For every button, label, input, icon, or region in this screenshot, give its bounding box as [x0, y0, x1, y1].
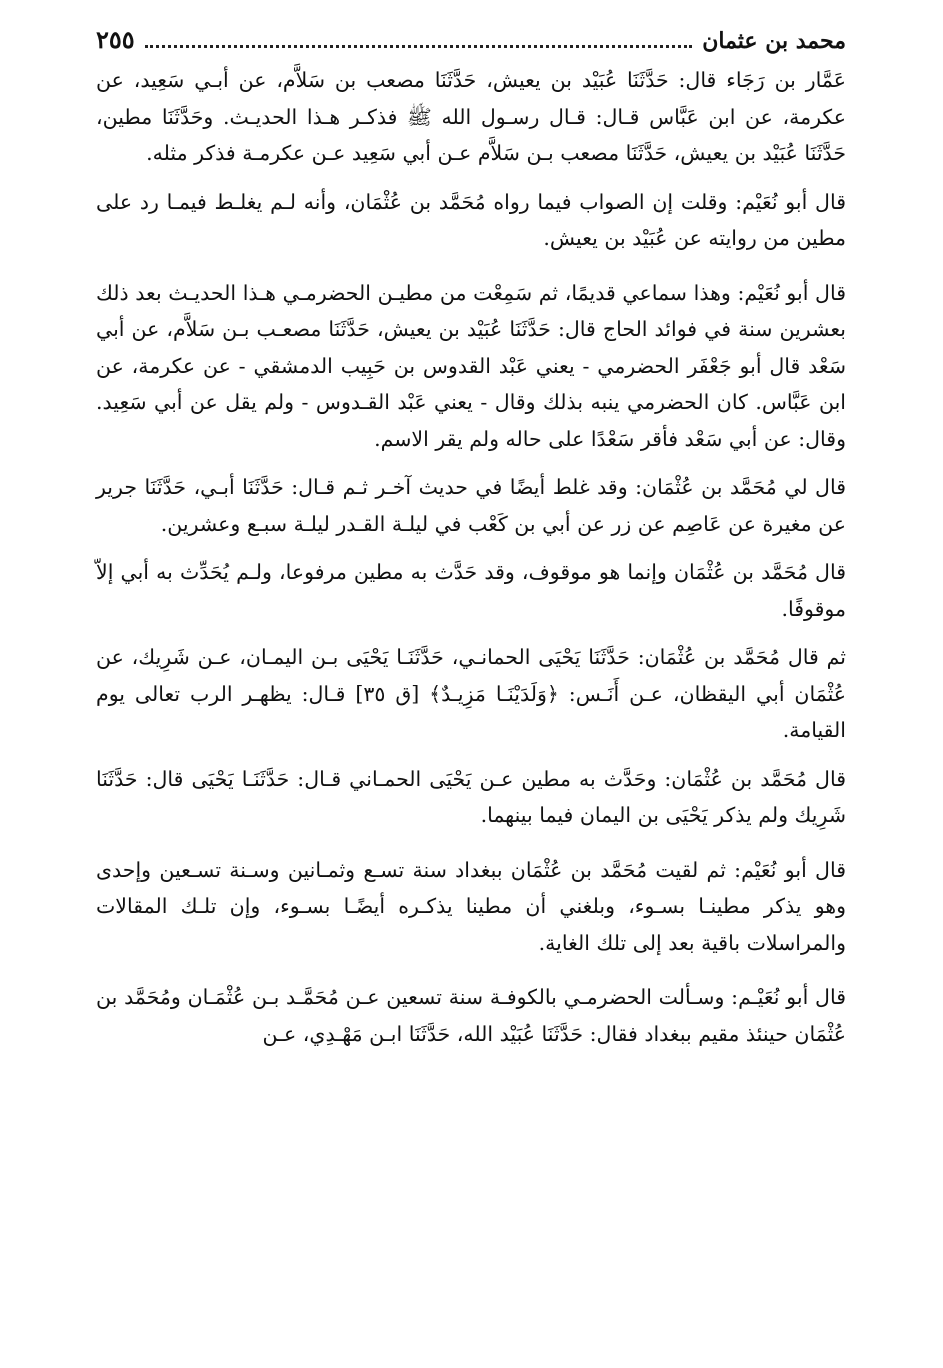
paragraph: قال أبو نُعَيْـم: وسـألت الحضرمـي بالكوفـة سنة تسعين عـن مُحَمَّـد بـن عُثْمَـان ومُحَمَّد بن عُثْمَان حينئذ مقيم ببغداد فقال: حَدَّثَنَا عُبَيْد الله، حَدَّثَنَا ابـن مَهْـدِي، عـن: [96, 985, 846, 1046]
paragraph: قال مُحَمَّد بن عُثْمَان: وحَدَّث به مطين عـن يَحْيَى الحمـاني قـال: حَدَّثَنَـا يَحْيَى قال: حَدَّثَنَا شَرِيك ولم يذكر يَحْيَى بن اليمان فيما بينهما.: [96, 766, 846, 827]
running-title: محمد بن عثمان: [702, 28, 846, 54]
paragraph: ثم قال مُحَمَّد بن عُثْمَان: حَدَّثَنَا يَحْيَى الحمانـي، حَدَّثَنَـا يَحْيَى بـن اليمـان، عـن شَرِيك، عن عُثْمَان أبي اليقظان، عـن أَنَـس: ﴿وَلَدَيْنَـا مَزِيـدٌ﴾ [ق ٣٥] قـال: يظهـر الرب تعالى يوم القيامة.: [96, 645, 846, 742]
page-number: ٢٥٥: [96, 25, 135, 54]
paragraph: قال أبو نُعَيْم: وقلت إن الصواب فيما رواه مُحَمَّد بن عُثْمَان، وأنه لـم يغلـط فيمـا رد على مطين من روايته عن عُبَيْد بن يعيش.: [96, 189, 846, 250]
page-header: [96, 22, 846, 54]
paragraph: قال مُحَمَّد بن عُثْمَان وإنما هو موقوف، وقد حَدَّث به مطين مرفوعا، ولـم يُحَدِّث به أبي إلاّ موقوفًا.: [96, 560, 846, 621]
paragraph: قال لي مُحَمَّد بن عُثْمَان: وقد غلط أيضًا في حديث آخـر ثـم قـال: حَدَّثَنَا أبـي، حَدَّثَنَا جرير عن مغيرة عن عَاصِم عن زر عن أبي بن كَعْب في ليلـة القـدر ليلـة سبـع وعشرين.: [96, 475, 846, 536]
paragraph: قال أبو نُعَيْم: ثم لقيت مُحَمَّد بن عُثْمَان ببغداد سنة تسـع وثمـانين وسـنة تسـعين وإحدى وهو يذكر مطينـا بسـوء، وبلغني أن مطينا يذكـره أيضًـا بسـوء، وإن تلـك المقالات والمراسلات باقية بعد إلى تلك الغاية.: [96, 857, 846, 955]
paragraph: عَمَّار بن رَجَاء قال: حَدَّثَنَا عُبَيْد بن يعيش، حَدَّثَنَا مصعب بن سَلاَّم، عن أبـي سَعِيد، عن عكرمة، عن ابن عَبَّاس قـال: قـال رسـول الله ﷺ فذكـر هـذا الحديـث. وحَدَّثَنَا مطين، حَدَّثَنَا عُبَيْد بن يعيش، حَدَّثَنَا مصعب بـن سَلاَّم عـن أبي سَعِيد عـن عكرمـة فذكر مثله.: [96, 68, 846, 165]
paragraph: قال أبو نُعَيْم: وهذا سماعي قديمًا، ثم سَمِعْت من مطيـن الحضرمـي هـذا الحديـث بعد ذلك بعشرين سنة في فوائد الحاج قال: حَدَّثَنَا عُبَيْد بن يعيش، حَدَّثَنَا مصعـب بـن سَلاَّم، عن أبي سَعْد قال أبو جَعْفَر الحضرمي - يعني عَبْد القدوس بن حَبِيب الدمشقي - عن عكرمة، عن ابن عَبَّاس. كان الحضرمي ينبه بذلك وقال - يعني عَبْد القـدوس - ولم يقل عن أبي سَعِيد. وقال: عن أبي سَعْد فأقر سَعْدًا على حاله ولم يقر الاسم.: [96, 280, 846, 451]
dotted-leader: [145, 45, 693, 48]
book-page: [96, 22, 846, 1352]
